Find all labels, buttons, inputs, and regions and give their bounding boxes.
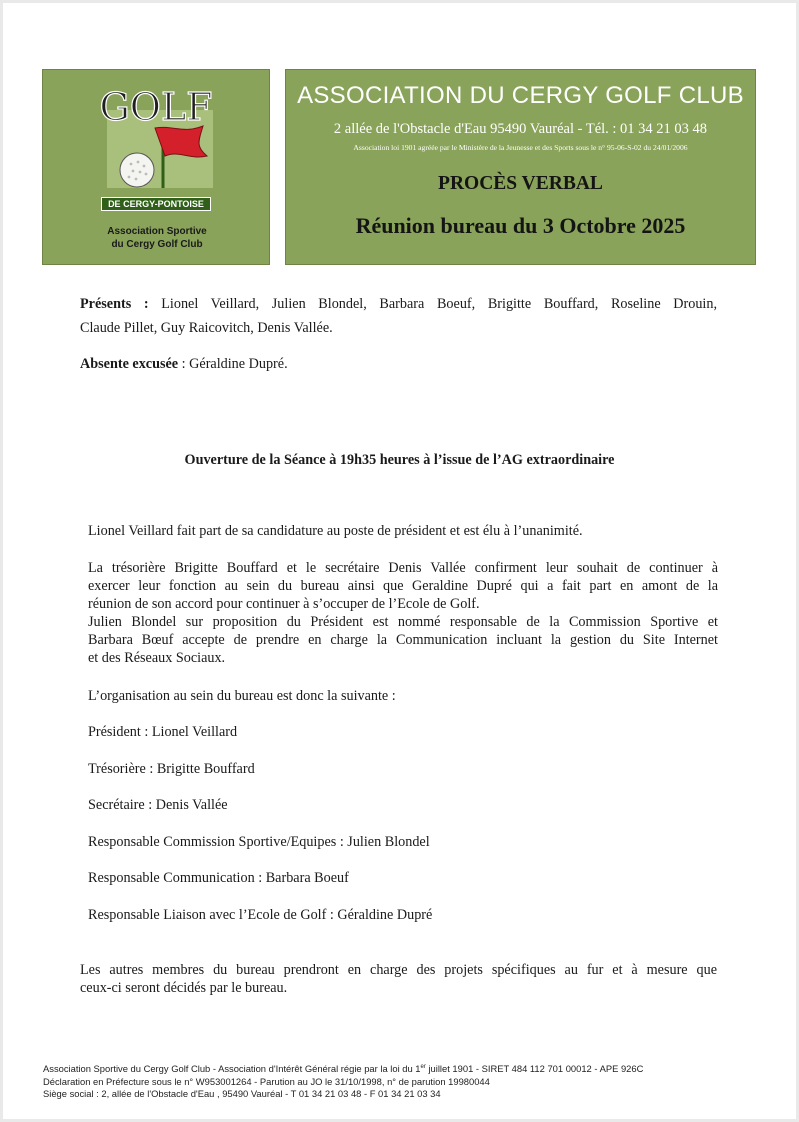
document-page xyxy=(3,3,796,1119)
association-address: 2 allée de l'Obstacle d'Eau 95490 Vauréal - Tél. : 01 34 21 03 48 xyxy=(333,121,708,137)
paragraph-3: L’organisation au sein du bureau est donc la suivante : xyxy=(88,688,396,704)
paragraph-1: Lionel Veillard fait part de sa candidature au poste de président et est élu à l’unanimité. xyxy=(88,523,583,539)
document-subtitle: Réunion bureau du 3 Octobre 2025 xyxy=(355,213,686,238)
closing-line-1: Les autres membres du bureau prendront en charge des projets spécifiques au fur et à mesure que xyxy=(80,962,717,978)
paragraph-2-line-1: La trésorière Brigitte Bouffard et le secrétaire Denis Vallée confirment leur souhait de continuer à xyxy=(88,560,718,576)
role-communication: Responsable Communication : Barbara Boeuf xyxy=(88,870,349,886)
paragraph-2-line-6: et des Réseaux Sociaux. xyxy=(88,650,226,666)
footer-line-1-sup: er xyxy=(420,1063,426,1070)
logo-wordmark: GOLF xyxy=(99,85,213,129)
footer-line-1-a: Association Sportive du Cergy Golf Club - Association d'Intérêt Général régie par la loi du 1 xyxy=(43,1063,421,1074)
logo-subtitle-line1: Association Sportive xyxy=(107,226,207,237)
association-name: ASSOCIATION DU CERGY GOLF CLUB xyxy=(297,82,744,109)
footer-line-1-b: juillet 1901 - SIRET 484 112 701 00012 - APE 926C xyxy=(425,1063,644,1074)
present-label: Présents : xyxy=(80,296,149,312)
footer-line-1 xyxy=(43,1063,763,1076)
logo-band-label: DE CERGY-PONTOISE xyxy=(101,197,211,211)
role-treasurer: Trésorière : Brigitte Bouffard xyxy=(88,761,255,777)
role-sports-commission: Responsable Commission Sportive/Equipes : Julien Blondel xyxy=(88,834,430,850)
present-names-1: Lionel Veillard, Julien Blondel, Barbara Boeuf, Brigitte Bouffard, Roseline Drouin, xyxy=(161,296,718,312)
footer-line-2: Déclaration en Préfecture sous le n° W953001264 - Parution au JO le 31/10/1998, n° de parution 19980044 xyxy=(43,1075,490,1087)
closing-line-2: ceux-ci seront décidés par le bureau. xyxy=(80,980,288,996)
footer-line-3: Siège social : 2, allée de l'Obstacle d'Eau , 95490 Vauréal - T 01 34 21 03 48 - F 01 34 21 03 34 xyxy=(43,1088,441,1099)
present-line-1 xyxy=(80,295,717,313)
role-president: Président : Lionel Veillard xyxy=(88,724,238,740)
club-logo xyxy=(42,69,270,265)
absent-value: : Géraldine Dupré. xyxy=(181,356,288,372)
logo-subtitle-line2: du Cergy Golf Club xyxy=(111,239,203,250)
role-golf-school-liaison: Responsable Liaison avec l’Ecole de Golf : Géraldine Dupré xyxy=(88,907,433,923)
paragraph-2-line-3: réunion de son accord pour continuer à s’occuper de l’Ecole de Golf. xyxy=(88,596,480,612)
golf-ball-icon xyxy=(120,153,154,187)
paragraph-2-line-2: exercer leur fonction au sein du bureau ainsi que Geraldine Dupré qui a fait part en amont de la xyxy=(88,578,718,594)
paragraph-2-line-4: Julien Blondel sur proposition du Président est nommé responsable de la Commission Sportive et xyxy=(88,614,718,630)
absent-label: Absente excusée xyxy=(80,356,179,372)
header-title-box xyxy=(285,69,756,265)
absent-line xyxy=(80,355,288,373)
role-secretary: Secrétaire : Denis Vallée xyxy=(88,797,228,813)
page-footer xyxy=(43,1063,763,1101)
association-agreement: Association loi 1901 agréée par le Ministère de la Jeunesse et des Sports sous le n° 95-06-S-02 du 24/01/2006 xyxy=(353,143,688,152)
session-opening: Ouverture de la Séance à 19h35 heures à l’issue de l’AG extraordinaire xyxy=(184,452,615,468)
document-title: PROCÈS VERBAL xyxy=(438,173,603,194)
paragraph-2-line-5: Barbara Bœuf accepte de prendre en charge la Communication incluant la gestion du Site Internet xyxy=(88,632,718,648)
present-names-2: Claude Pillet, Guy Raicovitch, Denis Vallée. xyxy=(80,320,333,336)
